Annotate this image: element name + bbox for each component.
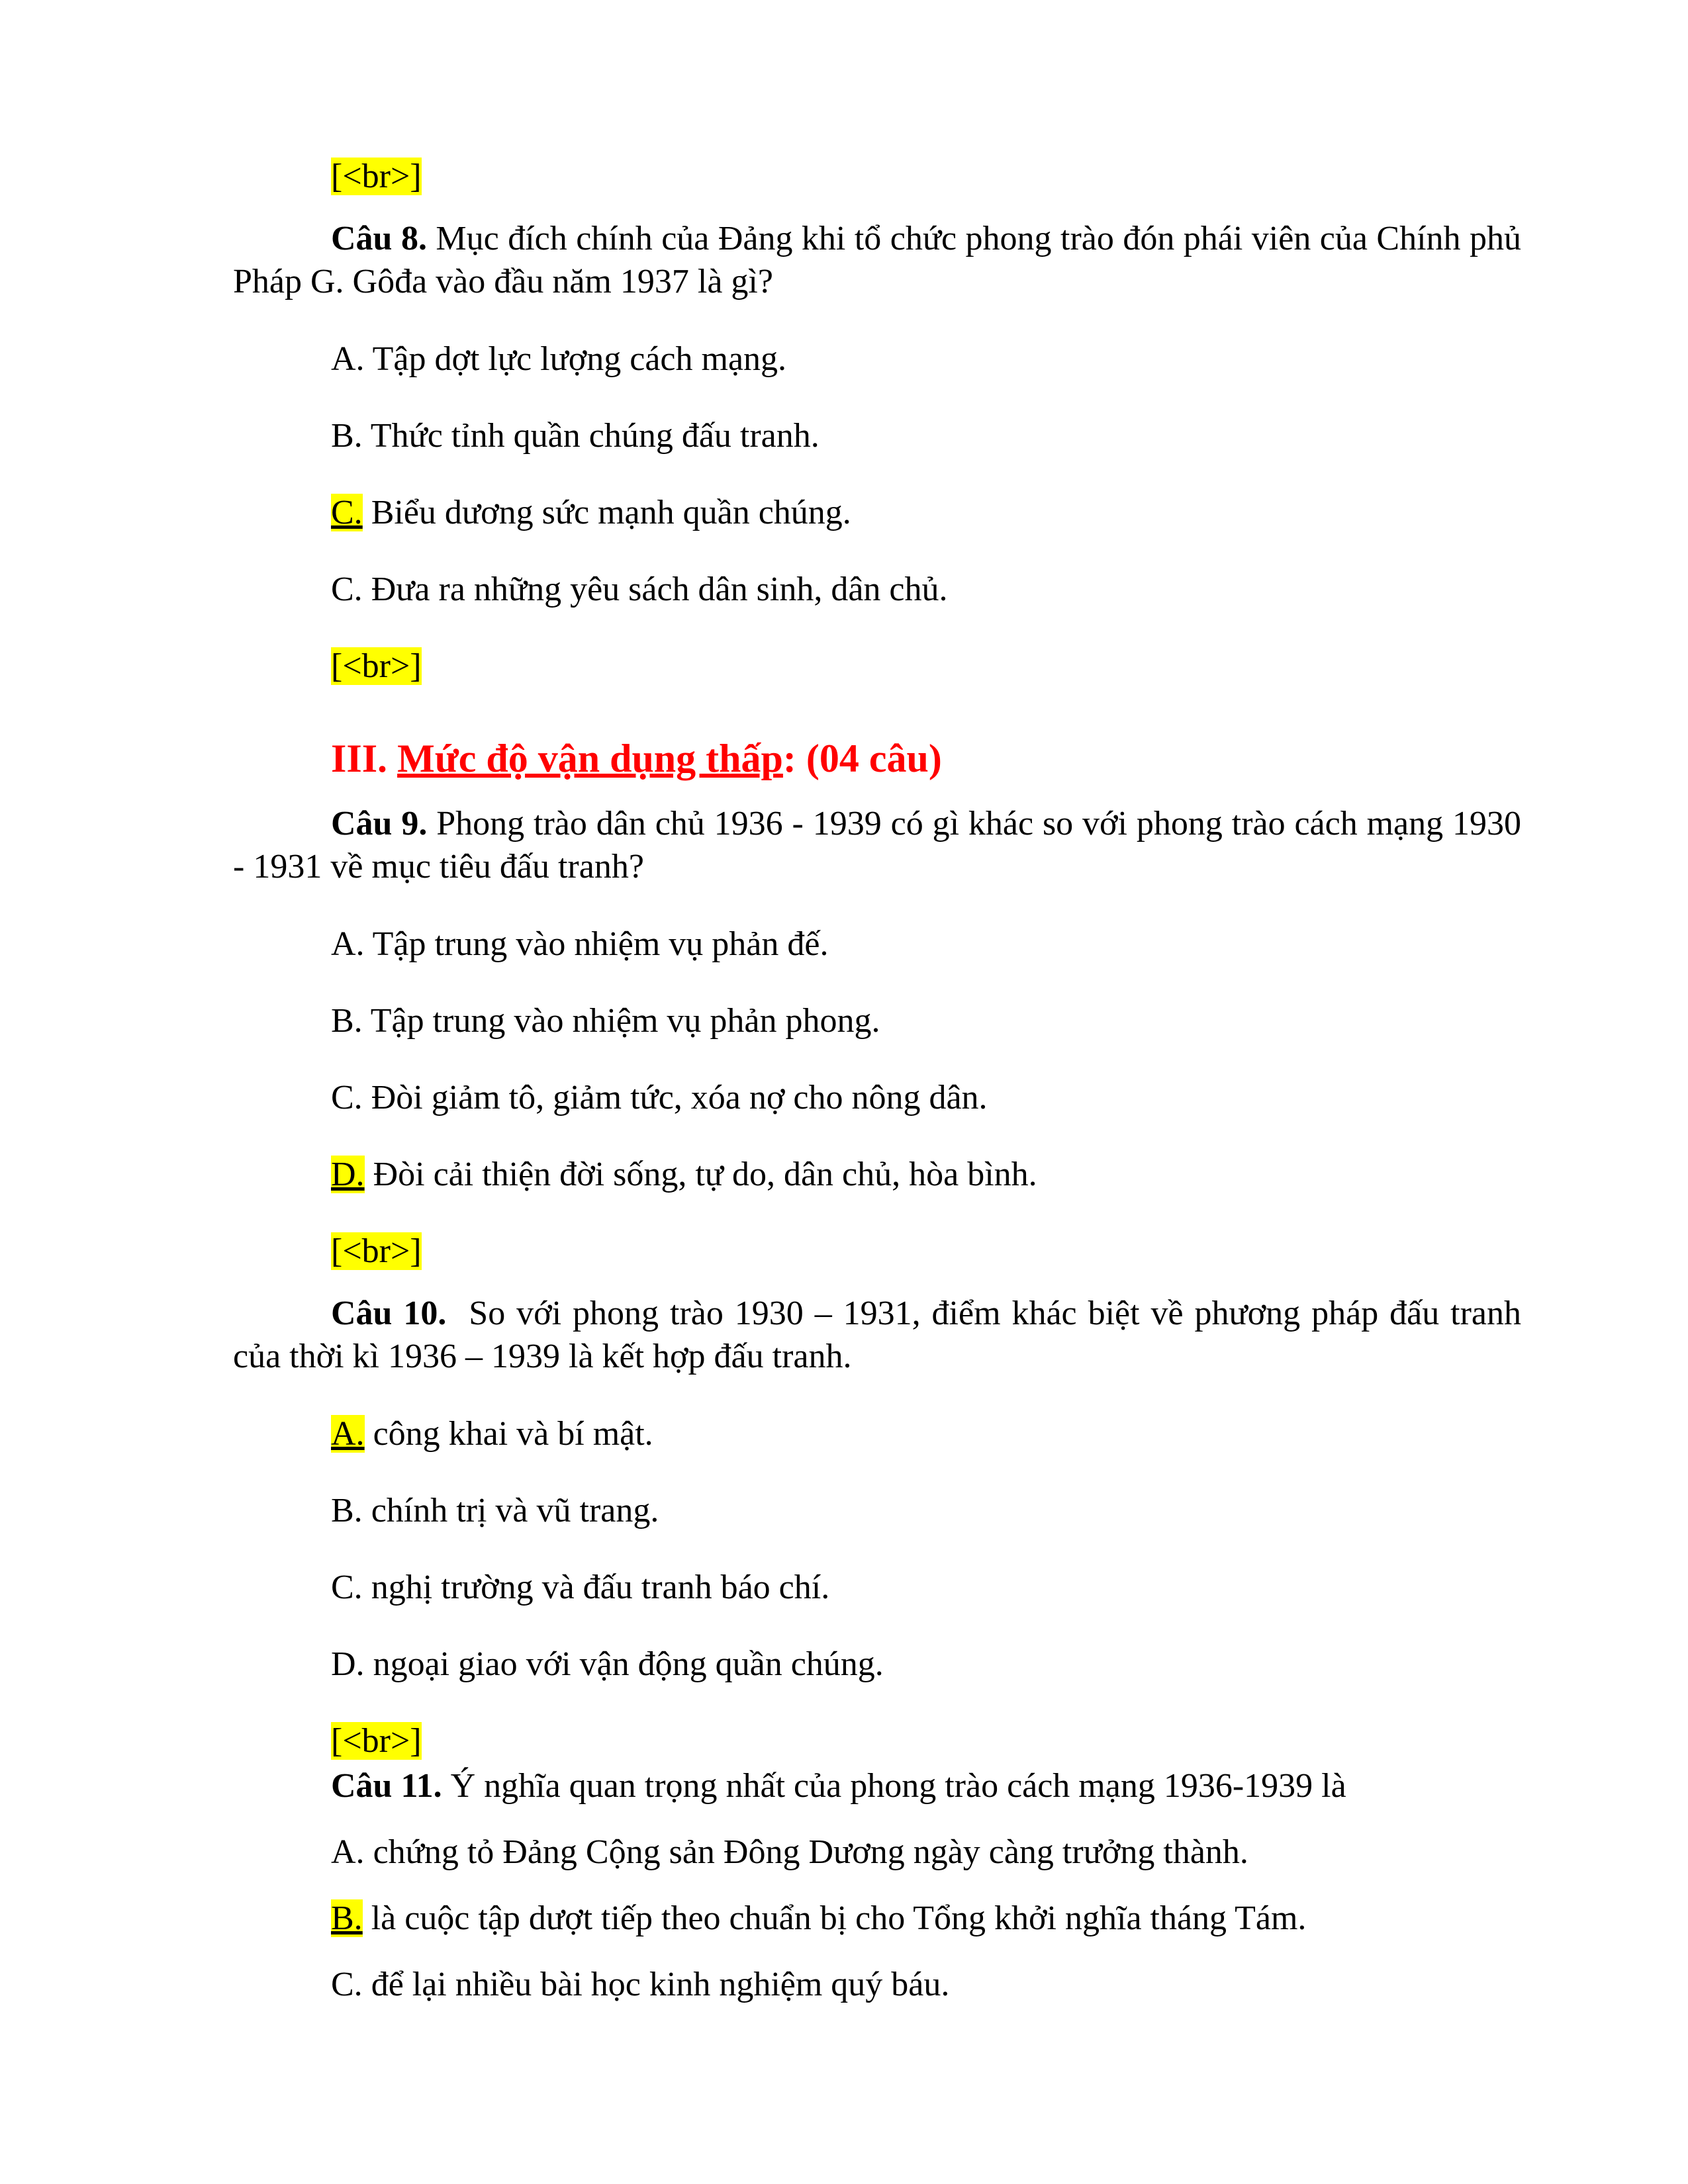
option-c: C. Đòi giảm tô, giảm tức, xóa nợ cho nông dân. bbox=[331, 1079, 988, 1116]
question-label: Câu 8. bbox=[331, 220, 427, 257]
separator: [<br>] bbox=[331, 1722, 422, 1760]
option-b: B. Tập trung vào nhiệm vụ phản phong. bbox=[331, 1002, 880, 1040]
question-text: So với phong trào 1930 – 1931, điểm khác biệt về phương pháp đấu tranh của thời kì 1936 – 1939 là kết hợp đấu tranh. bbox=[233, 1295, 1521, 1375]
correct-answer-marker: B. bbox=[331, 1899, 363, 1937]
question-8 bbox=[233, 217, 1521, 303]
correct-answer-marker: A. bbox=[331, 1415, 365, 1453]
option-c: C. để lại nhiều bài học kinh nghiệm quý báu. bbox=[331, 1966, 950, 2003]
separator: [<br>] bbox=[331, 158, 422, 195]
option-d-correct: D. Đòi cải thiện đời sống, tự do, dân chủ, hòa bình. bbox=[331, 1156, 1037, 1193]
correct-answer-marker: D. bbox=[331, 1156, 365, 1193]
section-heading: III. Mức độ vận dụng thấp: (04 câu) bbox=[331, 737, 942, 780]
option-a: A. Tập dợt lực lượng cách mạng. bbox=[331, 340, 787, 378]
option-a: A. Tập trung vào nhiệm vụ phản đế. bbox=[331, 925, 829, 963]
option-c-correct: C. Biểu dương sức mạnh quần chúng. bbox=[331, 494, 851, 531]
option-d: D. ngoại giao với vận động quần chúng. bbox=[331, 1645, 884, 1683]
option-c: C. Đưa ra những yêu sách dân sinh, dân chủ. bbox=[331, 570, 948, 608]
option-a: A. chứng tỏ Đảng Cộng sản Đông Dương ngày càng trưởng thành. bbox=[331, 1833, 1248, 1871]
section-title: Mức độ vận dụng thấp bbox=[397, 737, 783, 780]
question-10 bbox=[233, 1292, 1521, 1378]
question-9 bbox=[233, 802, 1521, 888]
question-11 bbox=[331, 1766, 1346, 1807]
separator: [<br>] bbox=[331, 1232, 422, 1270]
option-c: C. nghị trường và đấu tranh báo chí. bbox=[331, 1569, 830, 1606]
option-b: B. Thức tỉnh quần chúng đấu tranh. bbox=[331, 417, 820, 455]
option-b-correct: B. là cuộc tập dượt tiếp theo chuẩn bị cho Tổng khởi nghĩa tháng Tám. bbox=[331, 1899, 1307, 1937]
question-label: Câu 9. bbox=[331, 805, 428, 842]
question-label: Câu 11. bbox=[331, 1767, 442, 1805]
correct-answer-marker: C. bbox=[331, 494, 363, 531]
question-text: Mục đích chính của Đảng khi tổ chức phong trào đón phái viên của Chính phủ Pháp G. Gôđa vào đầu năm 1937 là gì? bbox=[233, 220, 1522, 300]
option-b: B. chính trị và vũ trang. bbox=[331, 1492, 659, 1529]
question-text: Ý nghĩa quan trọng nhất của phong trào cách mạng 1936-1939 là bbox=[450, 1767, 1346, 1805]
separator: [<br>] bbox=[331, 647, 422, 685]
question-text: Phong trào dân chủ 1936 - 1939 có gì khác so với phong trào cách mạng 1930 - 1931 về mục tiêu đấu tranh? bbox=[233, 805, 1521, 886]
question-label: Câu 10. bbox=[331, 1295, 447, 1332]
option-a-correct: A. công khai và bí mật. bbox=[331, 1415, 653, 1453]
